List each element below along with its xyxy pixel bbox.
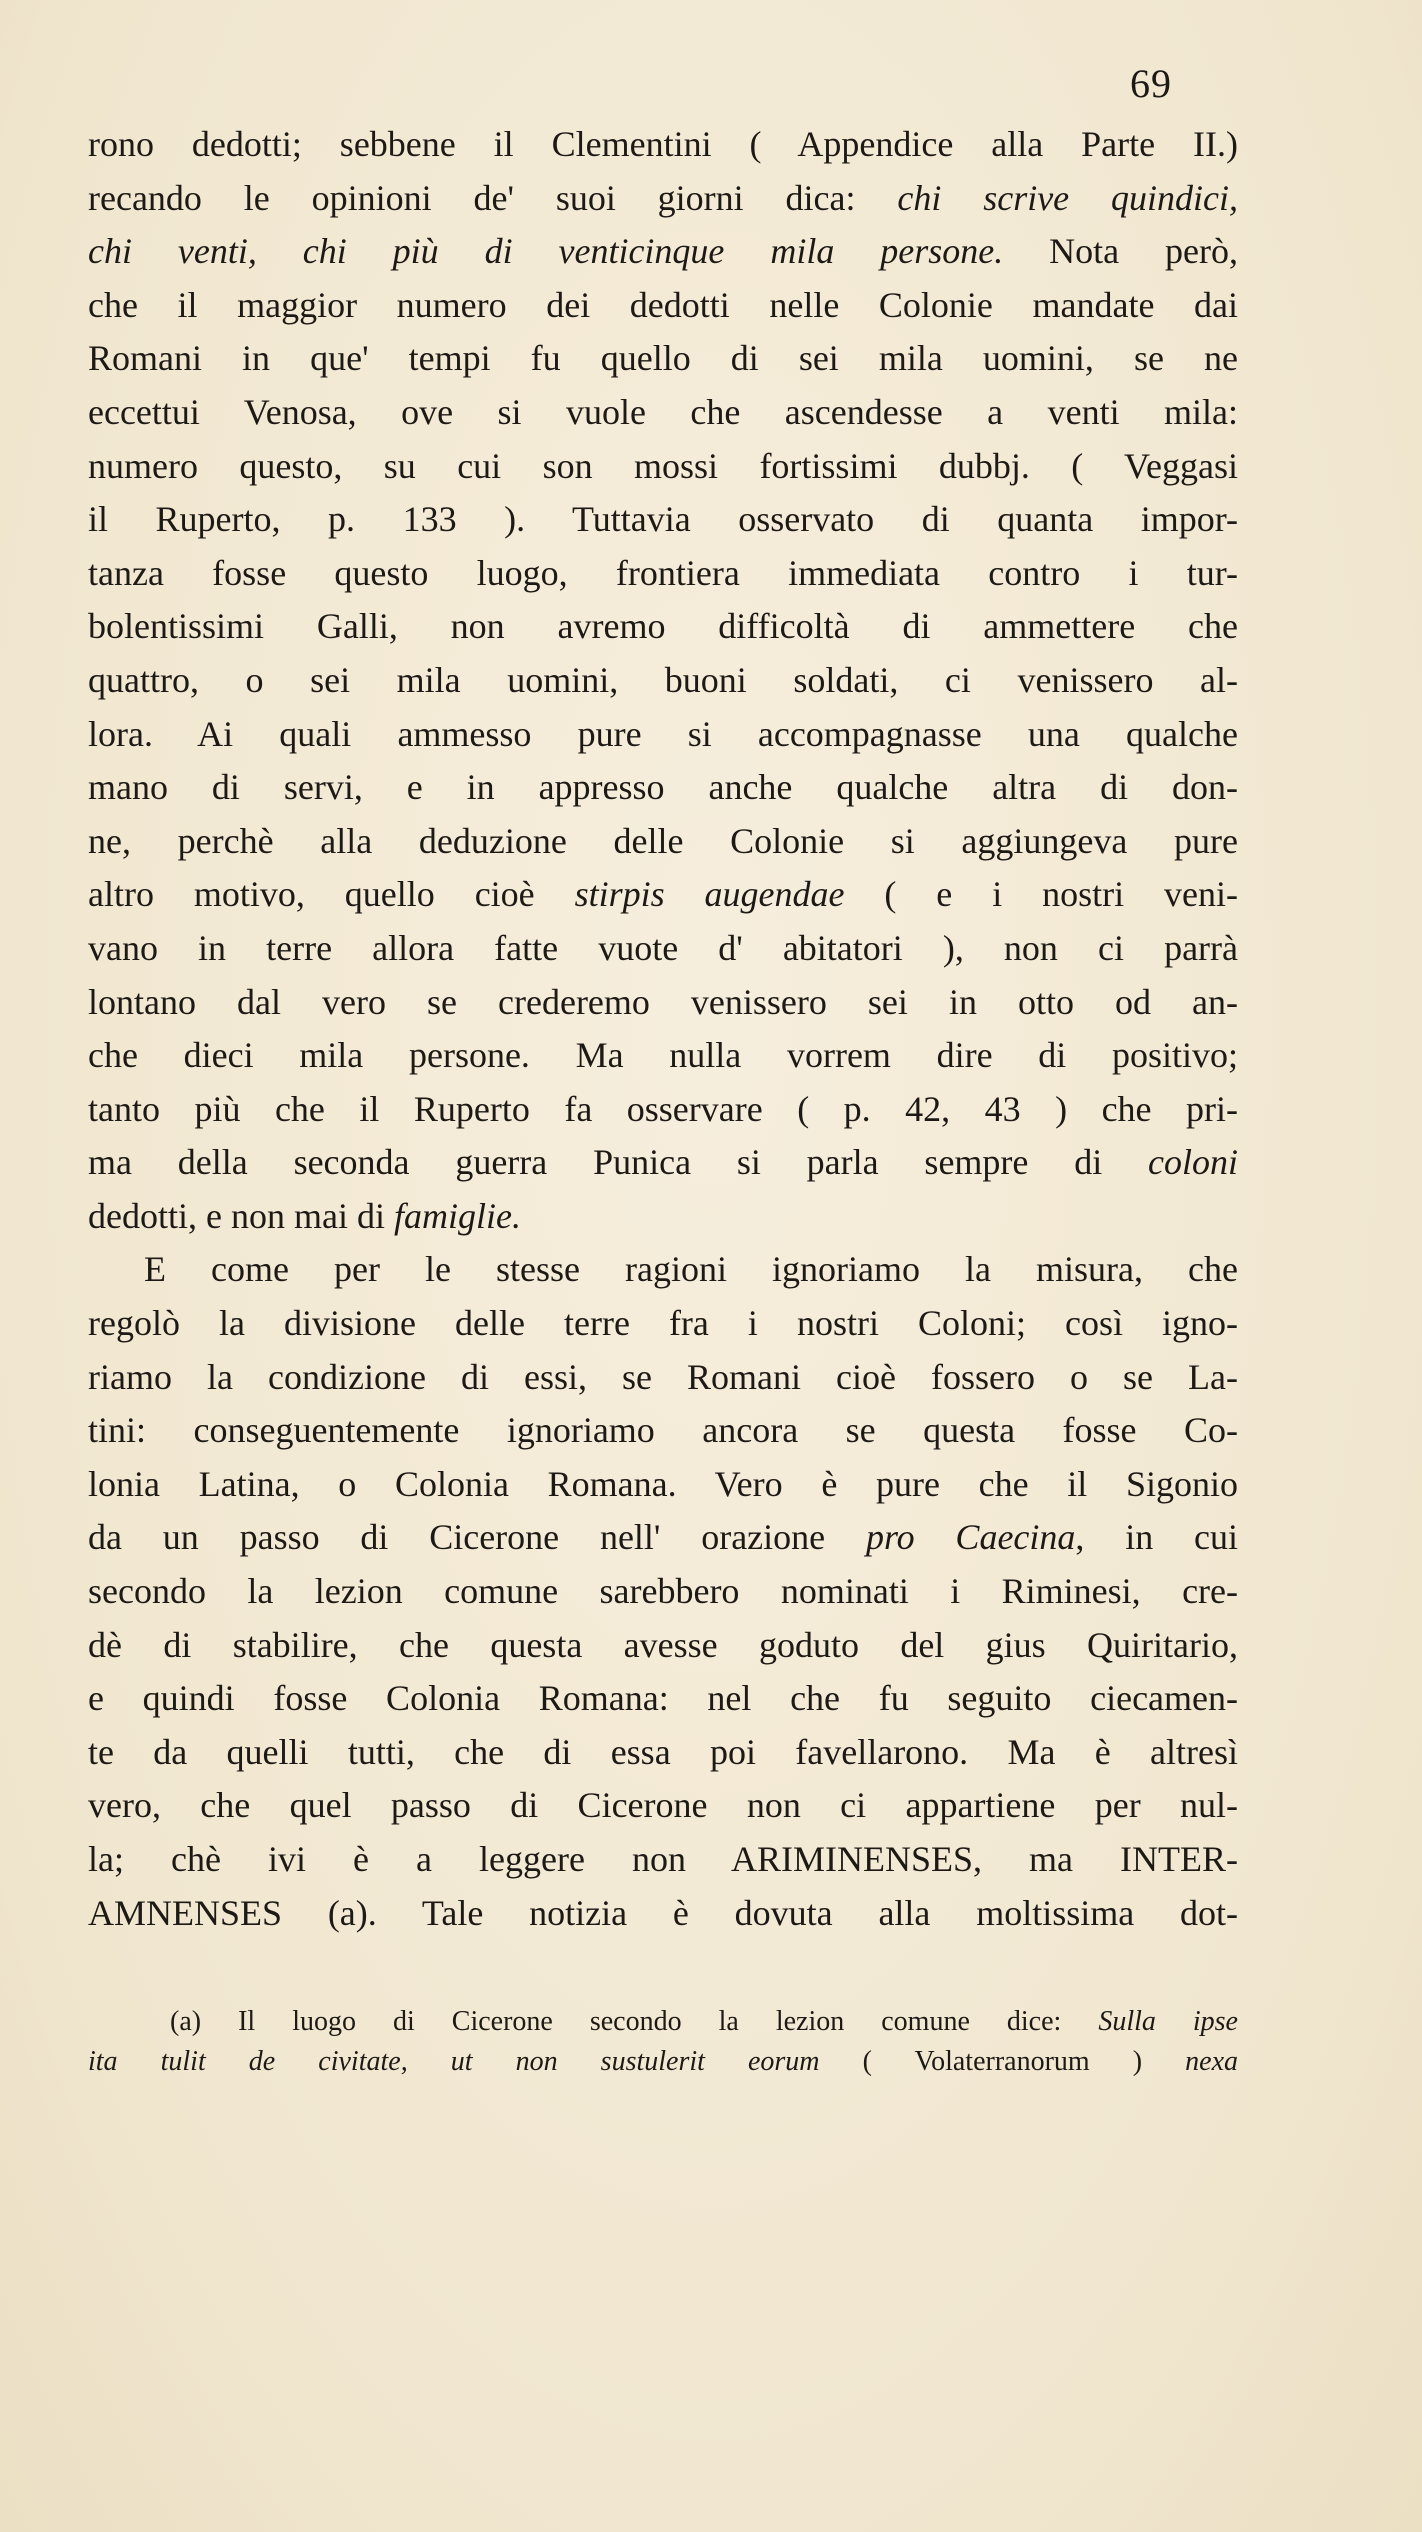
text-segment: lontano dal vero se crederemo venissero sei in otto od an- [88, 981, 1238, 1022]
italic-text: stirpis augendae [574, 874, 845, 915]
text-segment: ma della seconda guerra Punica si parla sempre di [88, 1142, 1149, 1183]
text-segment: vero, che quel passo di Cicerone non ci appartiene per nul- [88, 1785, 1238, 1826]
text-segment: secondo la lezion comune sarebbero nominati i Riminesi, cre- [88, 1571, 1238, 1612]
body-line [88, 1190, 1238, 1244]
body-line [88, 1083, 1238, 1137]
text-segment: AMNENSES (a). Tale notizia è dovuta alla moltissima dot- [88, 1892, 1238, 1933]
body-line [88, 1136, 1238, 1190]
text-segment: ( e i nostri veni- [844, 874, 1238, 915]
text-segment: che il maggior numero dei dedotti nelle Colonie mandate dai [88, 284, 1238, 325]
body-line [88, 1029, 1238, 1083]
body-line [88, 547, 1238, 601]
body-line [88, 1779, 1238, 1833]
italic-text: pro Caecina [865, 1517, 1076, 1558]
body-line [88, 440, 1238, 494]
body-line [88, 386, 1238, 440]
text-segment: E come per le stesse ragioni ignoriamo la misura, che [144, 1249, 1238, 1290]
body-line [88, 172, 1238, 226]
text-segment: recando le opinioni de' suoi giorni dica: [88, 177, 898, 218]
text-segment: tanza fosse questo luogo, frontiera immediata contro i tur- [88, 552, 1238, 593]
italic-text: chi venti, chi più di venticinque mila persone. [88, 231, 1004, 272]
body-line [88, 815, 1238, 869]
body-line [88, 976, 1238, 1030]
text-segment: Romani in que' tempi fu quello di sei mila uomini, se ne [88, 338, 1238, 379]
body-line [88, 118, 1238, 172]
body-line [88, 708, 1238, 762]
text-segment: regolò la divisione delle terre fra i nostri Coloni; così igno- [88, 1303, 1238, 1344]
italic-text: coloni [1148, 1142, 1238, 1183]
text-segment: , in cui [1075, 1517, 1238, 1558]
text-segment: ne, perchè alla deduzione delle Colonie si aggiungeva pure [88, 820, 1238, 861]
footnote-continuation [88, 2042, 1238, 2082]
footnote-line [88, 2042, 1238, 2082]
text-segment: riamo la condizione di essi, se Romani cioè fossero o se La- [88, 1356, 1238, 1397]
text-segment: quattro, o sei mila uomini, buoni soldati, ci venissero al- [88, 659, 1238, 700]
text-segment: da un passo di Cicerone nell' orazione [88, 1517, 866, 1558]
italic-text: nexa [1185, 2046, 1238, 2077]
body-line [88, 493, 1238, 547]
text-segment: dedotti, e non mai di [88, 1195, 394, 1236]
text-segment: eccettui Venosa, ove si vuole che ascendesse a venti mila: [88, 391, 1238, 432]
body-line [88, 1351, 1238, 1405]
body-line [88, 1511, 1238, 1565]
body-line [88, 1833, 1238, 1887]
body-line [88, 1672, 1238, 1726]
body-line [88, 1297, 1238, 1351]
italic-text: famiglie. [393, 1195, 521, 1236]
text-segment: che dieci mila persone. Ma nulla vorrem dire di positivo; [88, 1035, 1238, 1076]
body-line [88, 1458, 1238, 1512]
text-segment: lora. Ai quali ammesso pure si accompagnasse una qualche [88, 713, 1238, 754]
text-segment: tini: conseguentemente ignoriamo ancora se questa fosse Co- [88, 1410, 1238, 1451]
text-segment: Nota però, [1003, 231, 1238, 272]
text-segment: vano in terre allora fatte vuote d' abitatori ), non ci parrà [88, 927, 1238, 968]
text-segment: numero questo, su cui son mossi fortissimi dubbj. ( Veggasi [88, 445, 1238, 486]
text-segment: il Ruperto, p. 133 ). Tuttavia osservato di quanta impor- [88, 499, 1238, 540]
text-segment: ( Volaterranorum ) [819, 2046, 1186, 2077]
text-segment: la; chè ivi è a leggere non ARIMINENSES, ma INTER- [88, 1839, 1238, 1879]
body-line [88, 922, 1238, 976]
body-line [88, 279, 1238, 333]
body-line [88, 332, 1238, 386]
body-line [88, 600, 1238, 654]
italic-text: chi scrive quindici, [897, 177, 1238, 218]
footnote-line [170, 2002, 1238, 2042]
body-line [88, 1404, 1238, 1458]
text-segment: lonia Latina, o Colonia Romana. Vero è pure che il Sigonio [88, 1463, 1238, 1504]
body-line [88, 654, 1238, 708]
main-text [88, 118, 1238, 1940]
text-segment: altro motivo, quello cioè [88, 874, 575, 915]
text-segment: te da quelli tutti, che di essa poi favellarono. Ma è altresì [88, 1731, 1238, 1772]
text-segment: dè di stabilire, che questa avesse goduto del gius Quiritario, [88, 1624, 1238, 1665]
body-line [88, 1619, 1238, 1673]
italic-text: ita tulit de civitate, ut non sustulerit eorum [88, 2046, 820, 2077]
body-line [88, 1565, 1238, 1619]
text-segment: bolentissimi Galli, non avremo difficoltà di ammettere che [88, 606, 1238, 647]
text-segment: tanto più che il Ruperto fa osservare ( p. 42, 43 ) che pri- [88, 1088, 1238, 1129]
body-line [88, 1243, 1238, 1297]
body-line [88, 761, 1238, 815]
body-line [88, 1887, 1238, 1941]
body-line [88, 868, 1238, 922]
italic-text: Sulla ipse [1098, 2006, 1238, 2037]
text-segment: mano di servi, e in appresso anche qualche altra di don- [88, 767, 1238, 808]
text-segment: (a) Il luogo di Cicerone secondo la lezion comune dice: [170, 2006, 1099, 2037]
text-segment: e quindi fosse Colonia Romana: nel che fu seguito ciecamen- [88, 1678, 1238, 1719]
text-segment: rono dedotti; sebbene il Clementini ( Appendice alla Parte II.) [88, 124, 1238, 164]
page-number: 69 [1130, 61, 1172, 106]
body-line [88, 1726, 1238, 1780]
body-line [88, 225, 1238, 279]
footnote [170, 2002, 1238, 2042]
